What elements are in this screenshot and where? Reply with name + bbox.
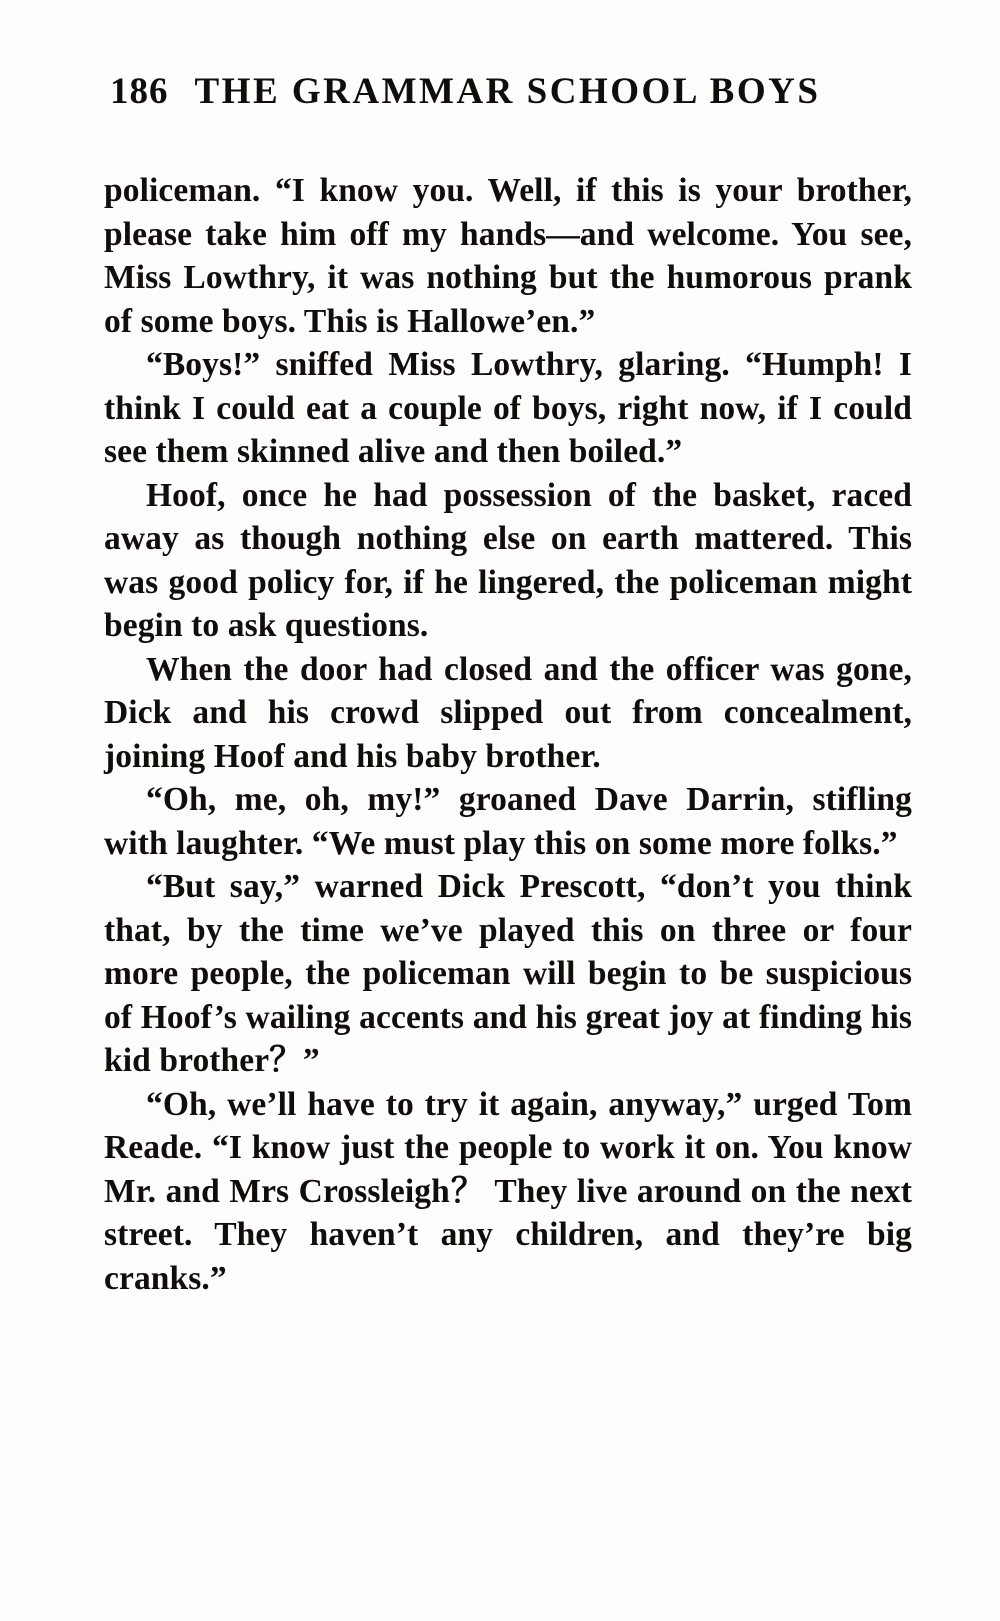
- paragraph: “But say,” warned Dick Prescott, “don’t you think that, by the time we’ve played this on three or four more people, the policeman will begin to be suspicious of Hoof’s wailing accents and his great joy at finding his kid brother？”: [104, 868, 912, 1079]
- paragraph: When the door had closed and the officer was gone, Dick and his crowd slipped out from concealment, joining Hoof and his baby brother.: [104, 650, 912, 775]
- paragraph: “Oh, we’ll have to try it again, anyway,” urged Tom Reade. “I know just the people to work it on. You know Mr. and Mrs Crossleigh？ They live around on the next street. They haven’t any children, and they’re big cranks.”: [104, 1085, 912, 1297]
- page-content: [104, 70, 912, 1300]
- page-number: 186: [110, 71, 169, 112]
- paragraph: Hoof, once he had possession of the basket, raced away as though nothing else on earth mattered. This was good policy for, if he lingered, the policeman might begin to ask questions.: [104, 476, 912, 644]
- body-text: [104, 169, 912, 1300]
- page-header: [104, 70, 912, 113]
- paragraph: policeman. “I know you. Well, if this is your brother, please take him off my hands—and welcome. You see, Miss Lowthry, it was nothing but the humorous prank of some boys. This is Hallowe’en.”: [104, 172, 912, 340]
- paragraph: “Oh, me, oh, my!” groaned Dave Darrin, stifling with laughter. “We must play this on some more folks.”: [104, 781, 912, 862]
- paragraph: “Boys!” sniffed Miss Lowthry, glaring. “Humph! I think I could eat a couple of boys, right now, if I could see them skinned alive and then boiled.”: [104, 346, 912, 470]
- running-head-title: THE GRAMMAR SCHOOL BOYS: [194, 71, 821, 112]
